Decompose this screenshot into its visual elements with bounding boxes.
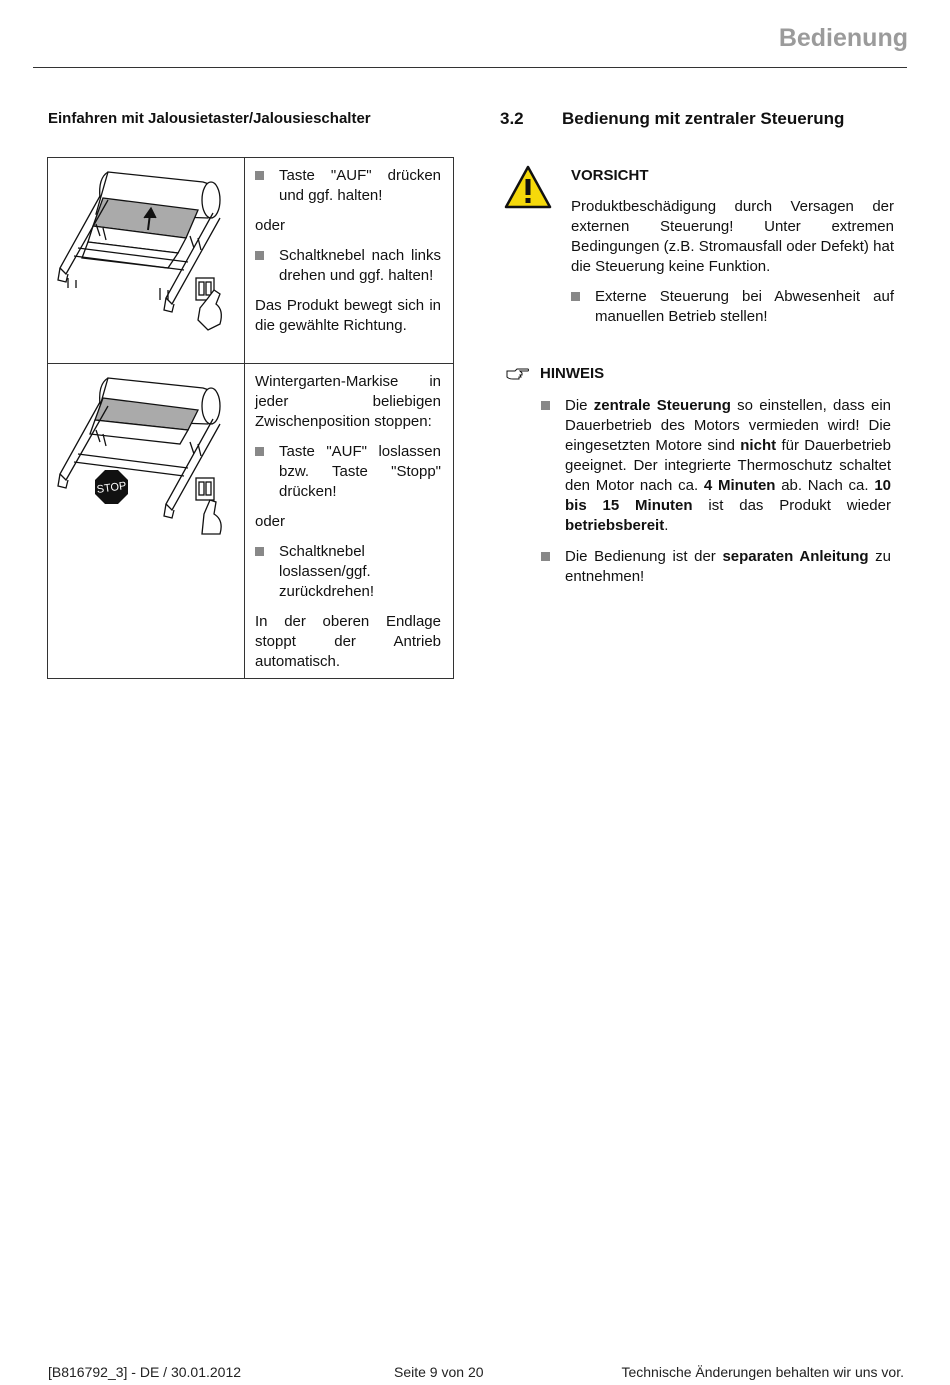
note-title: HINWEIS [540, 365, 605, 382]
list-item: Das Produkt bewegt sich in die gewählte Richtung. [255, 297, 441, 334]
bullet-square-icon [255, 251, 264, 260]
note-list [541, 396, 891, 598]
section-number: 3.2 [500, 109, 524, 128]
left-heading: Einfahren mit Jalousietaster/Jalousieschalter [48, 110, 371, 127]
bullet-square-icon [255, 171, 264, 180]
list-item: oder [255, 217, 286, 234]
awning-retract-illustration [48, 158, 245, 364]
warning-triangle-icon [504, 165, 552, 209]
list-item: Wintergarten-Markise in jeder beliebigen Zwischenposition stoppen: [255, 373, 441, 430]
table-row [48, 158, 454, 364]
list-item: Taste "AUF" loslassen bzw. Taste "Stopp" drücken! [255, 442, 441, 502]
awning-illustration-1 [48, 158, 244, 358]
page-header-title: Bedienung [778, 24, 908, 52]
footer-document-id: [B816792_3] - DE / 30.01.2012 [48, 1364, 242, 1380]
pointing-hand-icon [506, 366, 530, 382]
steps-table [47, 157, 454, 679]
list-item: Externe Steuerung bei Abwesenheit auf manuellen Betrieb stellen! [571, 287, 894, 327]
list-item: Die Bedienung ist der separaten Anleitung zu entnehmen! [541, 547, 891, 587]
list-item: In der oberen Endlage stoppt der Antrieb automatisch. [255, 613, 441, 670]
header-divider [33, 67, 907, 68]
awning-stop-illustration [48, 364, 245, 679]
caution-body: Produktbeschädigung durch Versagen der externen Steuerung! Unter extremen Bedingungen (z.B. Stromausfall oder Defekt) hat die Steuerung keine Funktion. [571, 198, 894, 275]
list-item: Die zentrale Steuerung so einstellen, dass ein Dauerbetrieb des Motors vermieden wird! Die eingesetzten Motore sind nicht für Dauerbetrieb geeignet. Der integrierte Thermoschutz schaltet den Motor nach ca. 4 Minuten ab. Nach ca. 10 bis 15 Minuten ist das Produkt wieder betriebsbereit. [541, 396, 891, 536]
list-item: oder [255, 513, 286, 530]
table-row [48, 364, 454, 679]
list-item: Taste "AUF" drücken und ggf. halten! [255, 166, 441, 206]
bullet-square-icon [571, 292, 580, 301]
footer-page-number: Seite 9 von 20 [394, 1364, 484, 1380]
bullet-square-icon [255, 447, 264, 456]
footer-disclaimer: Technische Änderungen behalten wir uns vor. [621, 1364, 904, 1380]
bullet-square-icon [541, 401, 550, 410]
list-item: Schaltknebel loslassen/ggf. zurückdrehen! [255, 542, 441, 602]
stop-sign-label: STOP [96, 479, 128, 497]
caution-title: VORSICHT [571, 167, 649, 184]
awning-illustration-2 [48, 364, 244, 564]
section-title: Bedienung mit zentraler Steuerung [562, 109, 845, 128]
bullet-square-icon [541, 552, 550, 561]
list-item: Schaltknebel nach links drehen und ggf. halten! [255, 246, 441, 286]
step-text-cell-2 [245, 364, 454, 679]
step-text-cell-1 [245, 158, 454, 364]
bullet-square-icon [255, 547, 264, 556]
caution-bullet [571, 287, 894, 327]
